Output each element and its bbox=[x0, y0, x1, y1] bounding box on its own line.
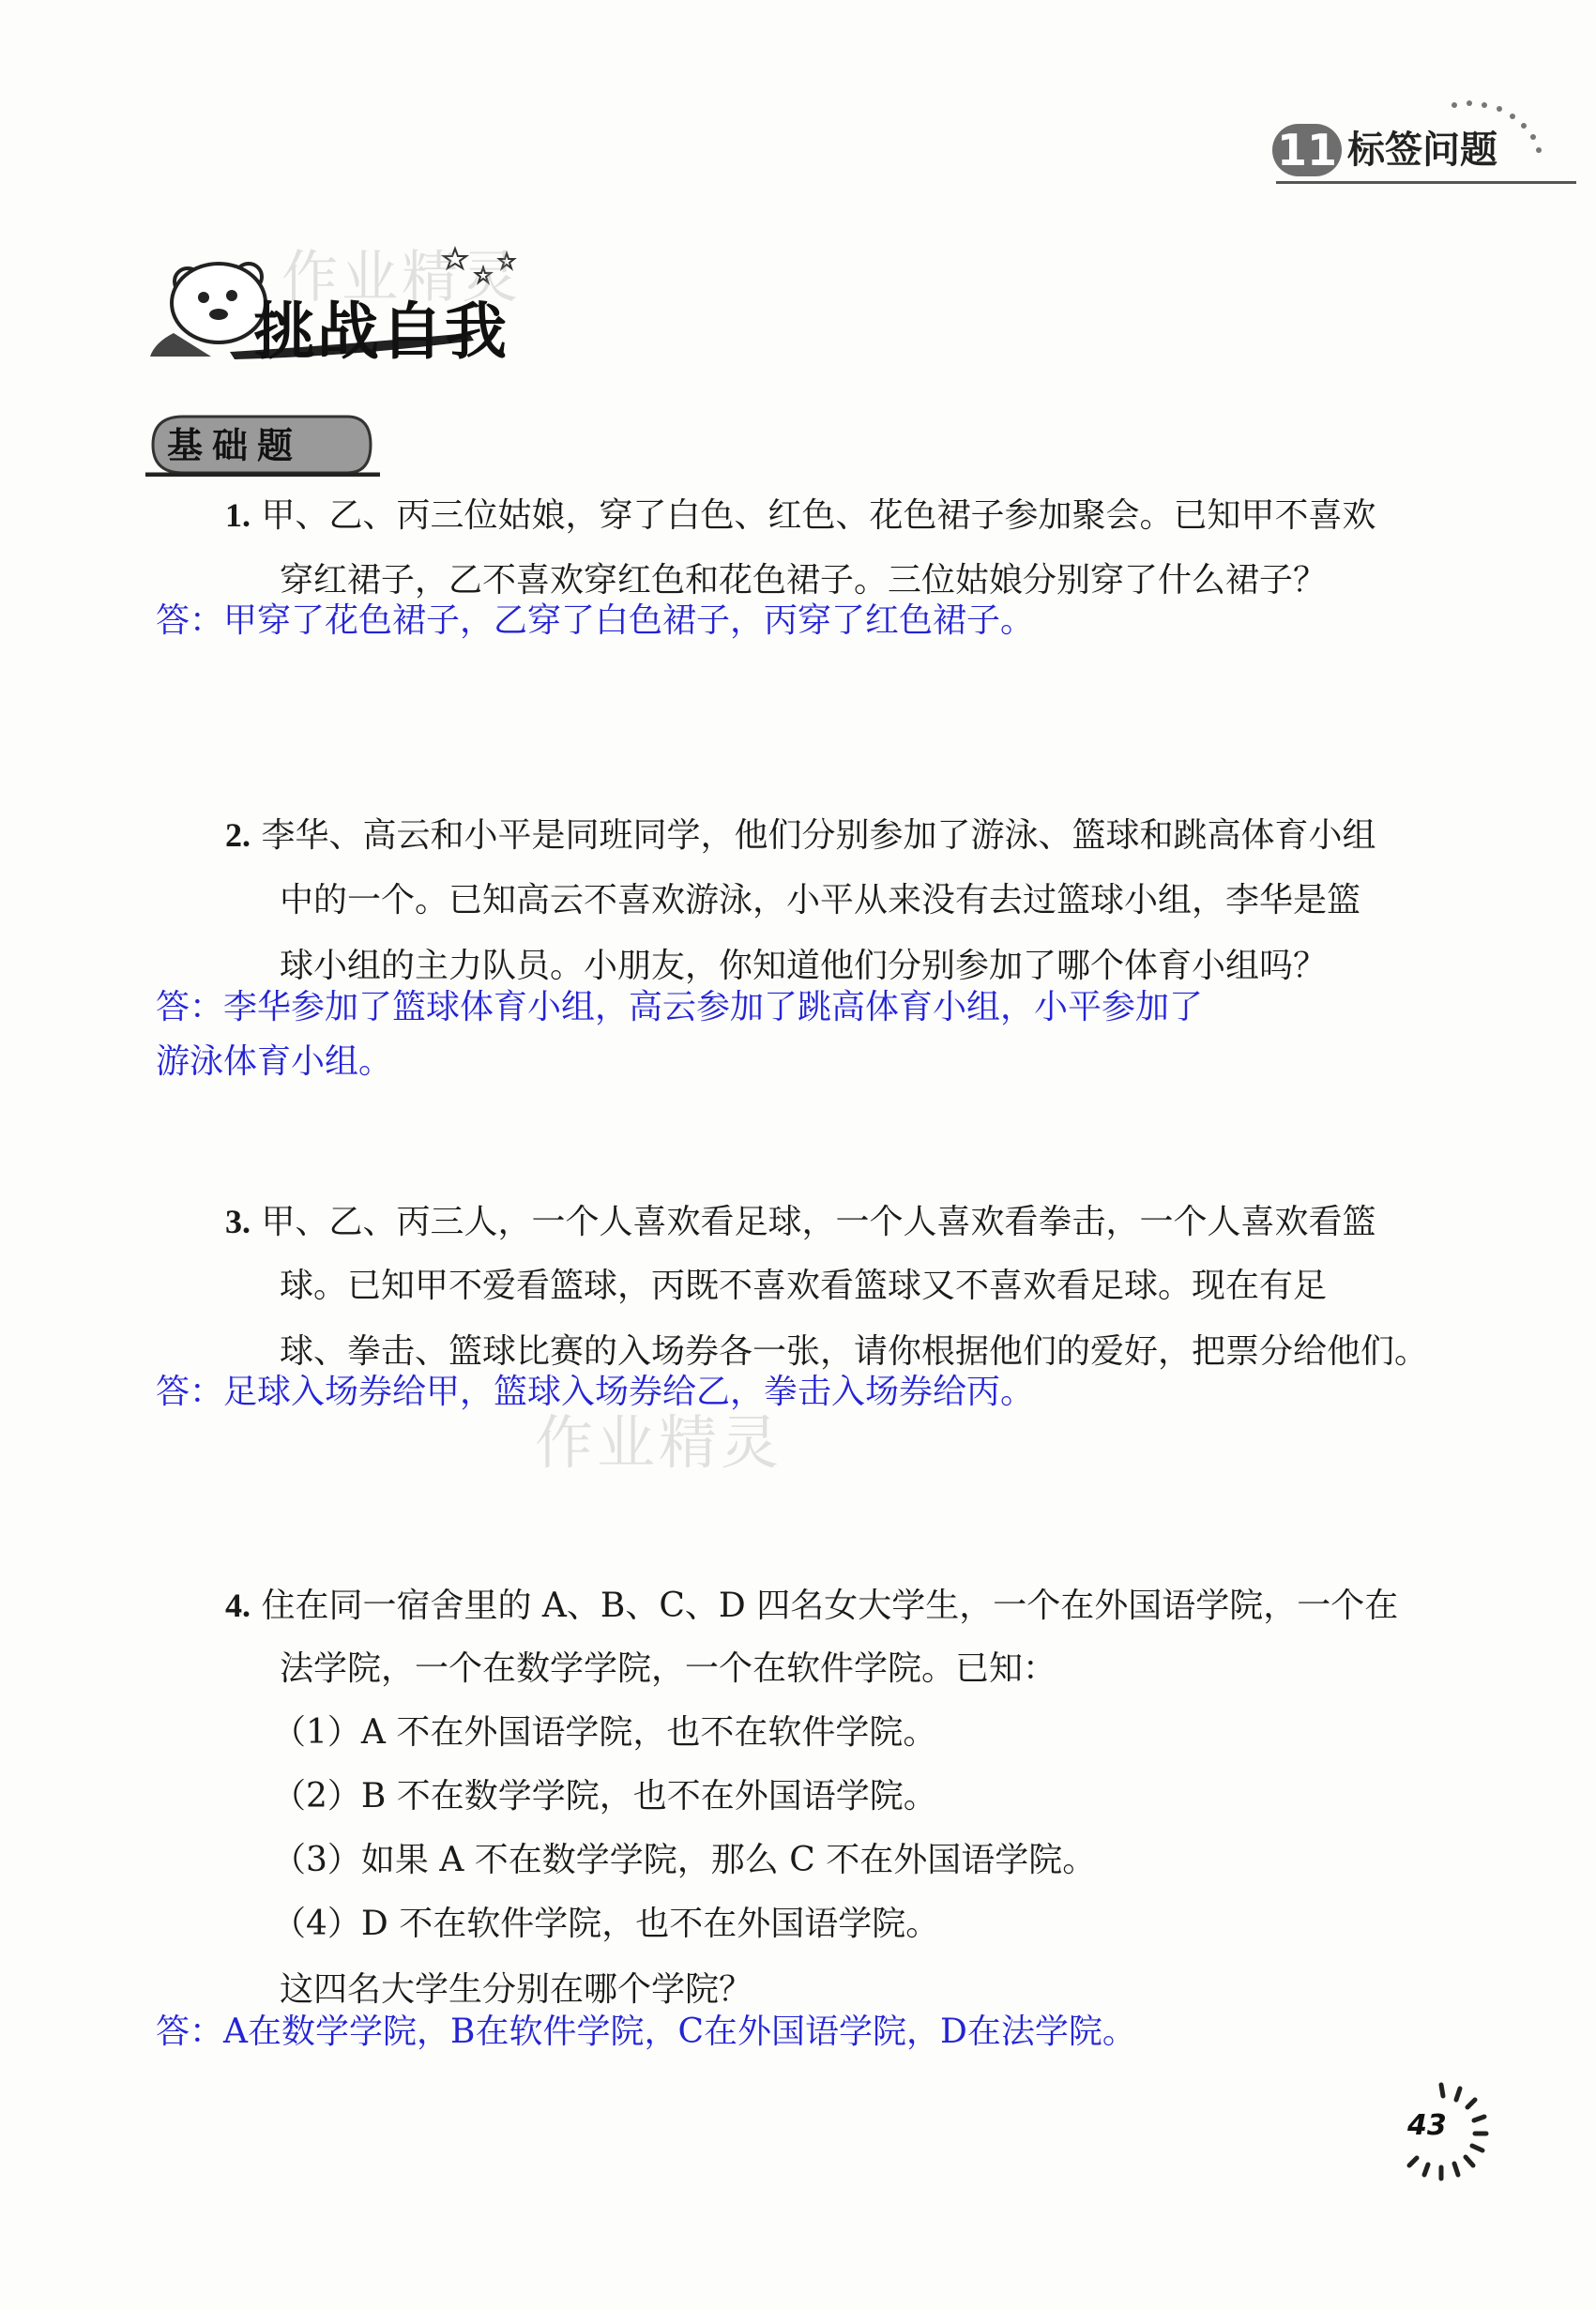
question-4-condition-1: （1）A 不在外国语学院，也不在软件学院。 bbox=[272, 1713, 937, 1752]
question-2-line-2: 中的一个。已知高云不喜欢游泳，小平从来没有去过篮球小组，李华是篮 bbox=[280, 881, 1361, 919]
page-number: 43 bbox=[1407, 2109, 1447, 2142]
question-2-line-3: 球小组的主力队员。小朋友，你知道他们分别参加了哪个体育小组吗？ bbox=[280, 947, 1328, 985]
watermark-mid: 作业精灵 bbox=[535, 1408, 783, 1477]
question-4-condition-4: （4）D 不在软件学院，也不在外国语学院。 bbox=[272, 1905, 940, 1943]
question-3-line-2: 球。已知甲不爱看篮球，丙既不喜欢看篮球又不喜欢看足球。现在有足 bbox=[280, 1267, 1328, 1305]
question-1-number: 1. bbox=[225, 496, 251, 534]
basic-section-label: 基础题 bbox=[167, 425, 303, 466]
question-4-condition-3: （3）如果 A 不在数学学院，那么 C 不在外国语学院。 bbox=[272, 1841, 1097, 1879]
chapter-number-badge: 11 bbox=[1272, 124, 1342, 176]
question-1-line-1 bbox=[225, 482, 1376, 549]
mascot-bear-icon bbox=[150, 264, 266, 357]
watermark-top: 作业精灵 bbox=[281, 245, 522, 311]
question-text: 住在同一宿舍里的 A、B、C、D 四名女大学生，一个在外国语学院，一个在 bbox=[261, 1587, 1399, 1625]
answer-2-line-1: 答：李华参加了篮球体育小组，高云参加了跳高体育小组，小平参加了 bbox=[156, 988, 1204, 1026]
question-3-line-3: 球、拳击、篮球比赛的入场券各一张，请你根据他们的爱好，把票分给他们。 bbox=[280, 1332, 1429, 1371]
question-4-closing: 这四名大学生分别在哪个学院？ bbox=[280, 1970, 753, 2009]
question-2-number: 2. bbox=[225, 816, 251, 854]
answer-2-line-2: 游泳体育小组。 bbox=[156, 1042, 393, 1081]
chapter-title: 标签问题 bbox=[1347, 129, 1497, 172]
question-3-line-1 bbox=[225, 1189, 1376, 1255]
question-4-line-2: 法学院，一个在数学学院，一个在软件学院。已知： bbox=[280, 1649, 1057, 1688]
answer-3: 答：足球入场券给甲，篮球入场券给乙，拳击入场券给丙。 bbox=[156, 1373, 1035, 1411]
question-4-line-1 bbox=[225, 1572, 1398, 1639]
challenge-banner-title: 挑战自我 bbox=[253, 296, 509, 368]
question-4-number: 4. bbox=[225, 1587, 251, 1624]
header-rule bbox=[1276, 181, 1576, 184]
question-text: 甲、乙、丙三人，一个人喜欢看足球，一个人喜欢看拳击，一个人喜欢看篮 bbox=[261, 1203, 1376, 1241]
question-1-line-2: 穿红裙子，乙不喜欢穿红色和花色裙子。三位姑娘分别穿了什么裙子？ bbox=[280, 561, 1328, 600]
question-text: 李华、高云和小平是同班同学，他们分别参加了游泳、篮球和跳高体育小组 bbox=[261, 816, 1376, 855]
question-2-line-1 bbox=[225, 802, 1376, 869]
answer-1: 答：甲穿了花色裙子，乙穿了白色裙子，丙穿了红色裙子。 bbox=[156, 601, 1035, 640]
question-3-number: 3. bbox=[225, 1203, 251, 1240]
question-4-condition-2: （2）B 不在数学学院，也不在外国语学院。 bbox=[272, 1777, 937, 1815]
question-text: 甲、乙、丙三位姑娘，穿了白色、红色、花色裙子参加聚会。已知甲不喜欢 bbox=[261, 496, 1376, 535]
answer-4: 答：A在数学学院，B在软件学院，C在外国语学院，D在法学院。 bbox=[156, 2013, 1136, 2051]
